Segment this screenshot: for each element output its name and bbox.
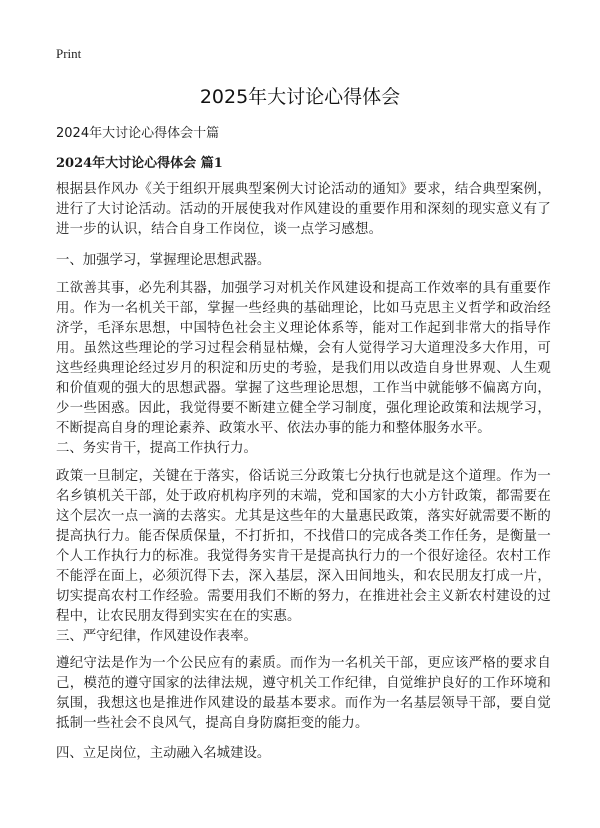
heading-1: 一、加强学习，掌握理论思想武器。 [56,253,271,268]
paragraph-3: 遵纪守法是作为一个公民应有的素质。而作为一名机关干部，更应该严格的要求自己，模范的遵守国家的法律法规，遵守机关工作纪律，自觉维护良好的工作环境和氛围，我想这也是推进作风建设的最基本要求。而作为一名基层领导干部，要自觉抵制一些社会不良风气，提高自身防腐拒变的能力。 [56,656,551,731]
paragraph-1: 工欲善其事，必先利其器，加强学习对机关作风建设和提高工作效率的具有重要作用。作为一名机关干部，掌握一些经典的基础理论，比如马克思主义哲学和政治经济学，毛泽东思想，中国特色社会主义理论体系等，能对工作起到非常大的指导作用。虽然这些理论的学习过程会稍显枯燥，会有人觉得学习大道理没多大作用，可这些经典理论经过岁月的积淀和历史的考验，是我们用以改造自身世界观、人生观和价值观的强大的思想武器。掌握了这些理论思想，工作当中就能够不偏离方向，少一些困惑。因此，我觉得要不断建立健全学习制度，强化理论政策和法规学习，不断提高自身的理论素养、政策水平、依法办事的能力和整体服务水平。 [56,281,551,436]
heading-4: 四、立足岗位，主动融入名城建设。 [56,746,271,761]
heading-3: 三、严守纪律，作风建设作表率。 [56,629,257,644]
section-title: 2024年大讨论心得体会 篇1 [56,156,223,171]
page-title: 2025年大讨论心得体会 [199,86,401,108]
paragraph-2: 政策一旦制定，关键在于落实，俗话说三分政策七分执行也就是这个道理。作为一名乡镇机关干部，处于政府机构序列的末端，党和国家的大小方针政策，都需要在这个层次一点一滴的去落实。尤其是这些年的大量惠民政策，落实好就需要不断的提高执行力。能否保质保量，不打折扣，不找借口的完成各类工作任务，是衡量一个人工作执行力的标准。我觉得务实肯干是提高执行力的一个很好途径。农村工作不能浮在面上，必须沉得下去，深入基层，深入田间地头，和农民朋友打成一片，切实提高农村工作经验。需要用我们不断的努力，在推进社会主义新农村建设的过程中，让农民朋友得到实实在在的实惠。 [56,469,551,624]
document-subtitle: 2024年大讨论心得体会十篇 [56,126,220,141]
print-link[interactable]: Print [56,46,82,61]
heading-2: 二、务实肯干，提高工作执行力。 [56,441,257,456]
intro-paragraph: 根据县作风办《关于组织开展典型案例大讨论活动的通知》要求，结合典型案例，进行了大讨论活动。活动的开展使我对作风建设的重要作用和深刻的现实意义有了进一步的认识，结合自身工作岗位，谈一点学习感想。 [56,182,551,237]
